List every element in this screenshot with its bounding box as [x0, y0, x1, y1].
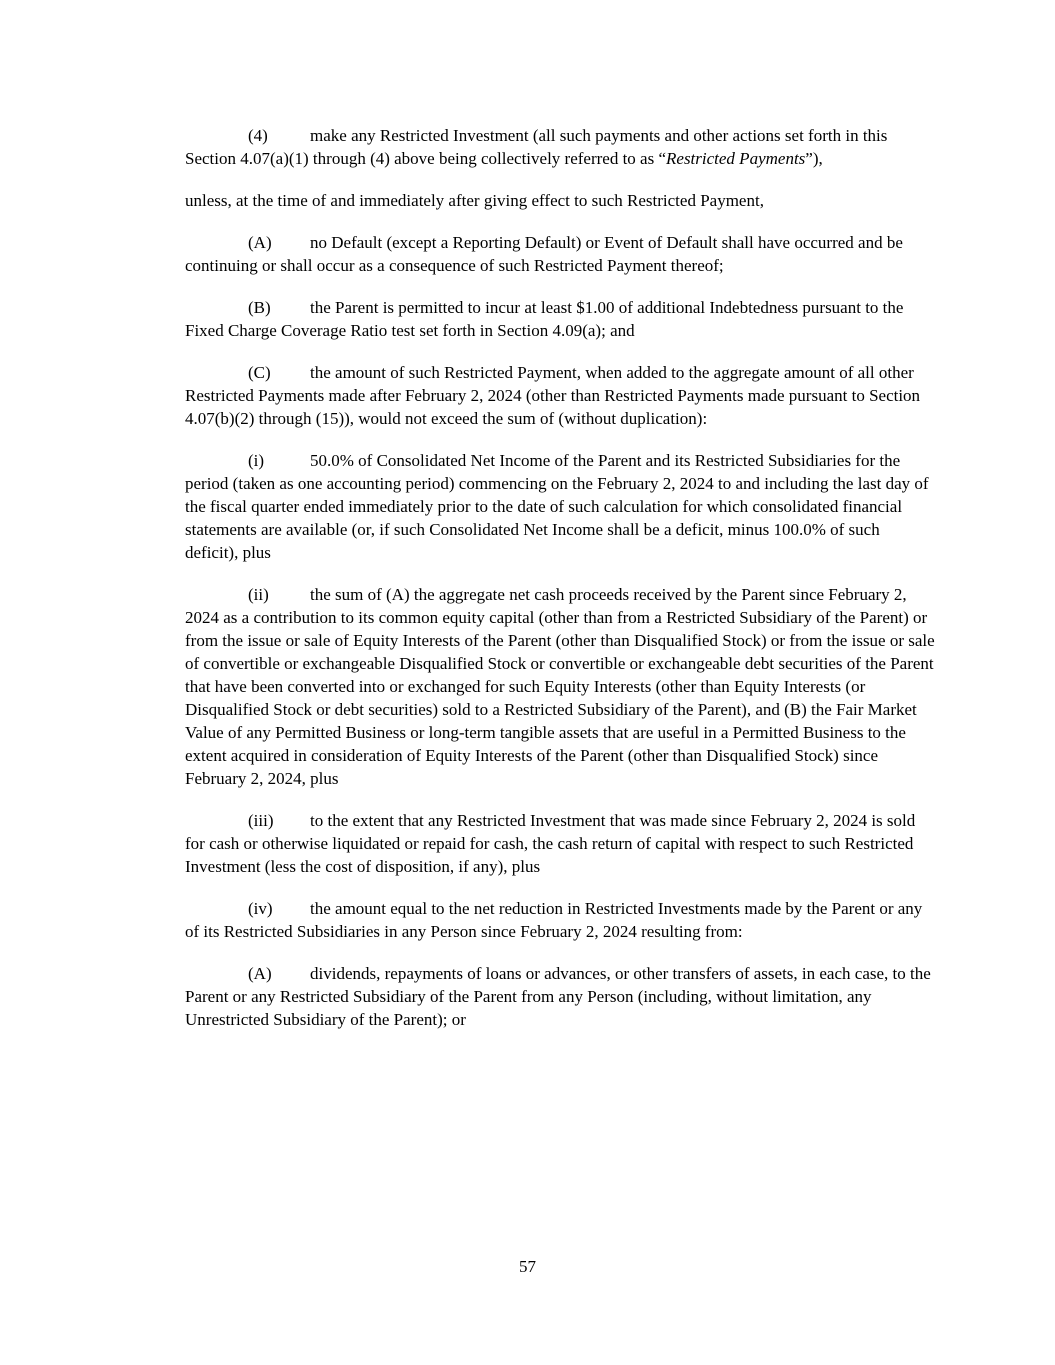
- clause-i-label: (i): [248, 451, 265, 470]
- clause-iii-text: to the extent that any Restricted Investment that was made since February 2, 2024 is sold for cash or otherwise liquidated or repaid for cash, the cash return of capital with respect to such Restricted Investment (less the cost of disposition, if any), plus: [185, 811, 916, 876]
- clause-i-text: 50.0% of Consolidated Net Income of the Parent and its Restricted Subsidiaries for the period (taken as one accounting period) commencing on the February 2, 2024 to and including the last day of the fiscal quarter ended immediately prior to the date of such calculation for which consolidated financial statements are available (or, if such Consolidated Net Income shall be a deficit, minus 100.0% of such deficit), plus: [185, 451, 929, 562]
- clause-A-text: no Default (except a Reporting Default) or Event of Default shall have occurred and be continuing or shall occur as a consequence of such Restricted Payment thereof;: [185, 233, 903, 275]
- clause-4-label: (4): [248, 126, 268, 145]
- clause-B-paragraph: [185, 296, 937, 342]
- clause-i-paragraph: [185, 449, 937, 564]
- clause-ii-label: (ii): [248, 585, 269, 604]
- clause-iii-paragraph: [185, 809, 937, 878]
- document-body: [185, 124, 937, 1050]
- unless-clause: unless, at the time of and immediately after giving effect to such Restricted Payment,: [185, 191, 764, 210]
- clause-C-label: (C): [248, 363, 271, 382]
- page-number: 57: [519, 1257, 536, 1276]
- clause-iv-A-label: (A): [248, 964, 272, 983]
- clause-4-text-after: ”),: [805, 149, 823, 168]
- clause-ii-paragraph: [185, 583, 937, 790]
- clause-B-text: the Parent is permitted to incur at least $1.00 of additional Indebtedness pursuant to the Fixed Charge Coverage Ratio test set forth in Section 4.09(a); and: [185, 298, 904, 340]
- clause-4-paragraph: [185, 124, 937, 170]
- clause-B-label: (B): [248, 298, 271, 317]
- clause-iii-label: (iii): [248, 811, 274, 830]
- clause-iv-text: the amount equal to the net reduction in Restricted Investments made by the Parent or any of its Restricted Subsidiaries in any Person since February 2, 2024 resulting from:: [185, 899, 923, 941]
- clause-A-label: (A): [248, 233, 272, 252]
- clause-C-text: the amount of such Restricted Payment, when added to the aggregate amount of all other Restricted Payments made after February 2, 2024 (other than Restricted Payments made pursuant to Section 4.07(b)(2) through (15)), would not exceed the sum of (without duplication):: [185, 363, 921, 428]
- clause-iv-A-text: dividends, repayments of loans or advances, or other transfers of assets, in each case, to the Parent or any Restricted Subsidiary of the Parent from any Person (including, without limitation, any Unrestricted Subsidiary of the Parent); or: [185, 964, 931, 1029]
- clause-iv-paragraph: [185, 897, 937, 943]
- clause-C-paragraph: [185, 361, 937, 430]
- clause-iv-label: (iv): [248, 899, 273, 918]
- clause-iv-A-paragraph: [185, 962, 937, 1031]
- defined-term-restricted-payments: Restricted Payments: [666, 149, 806, 168]
- clause-ii-text: the sum of (A) the aggregate net cash proceeds received by the Parent since February 2, 2024 as a contribution to its common equity capital (other than from a Restricted Subsidiary of the Parent) or from the issue or sale of Equity Interests of the Parent (other than Disqualified Stock) or from the issue or sale of convertible or exchangeable Disqualified Stock or convertible or exchangeable debt securities of the Parent that have been converted into or exchanged for such Equity Interests (other than Equity Interests (or Disqualified Stock or debt securities) sold to a Restricted Subsidiary of the Parent), and (B) the Fair Market Value of any Permitted Business or long-term tangible assets that are useful in a Permitted Business to the extent acquired in consideration of Equity Interests of the Parent (other than Disqualified Stock) since February 2, 2024, plus: [185, 585, 935, 788]
- clause-A-paragraph: [185, 231, 937, 277]
- clause-4-text-before: make any Restricted Investment (all such payments and other actions set forth in this Section 4.07(a)(1) through (4) above being collectively referred to as “: [185, 126, 888, 168]
